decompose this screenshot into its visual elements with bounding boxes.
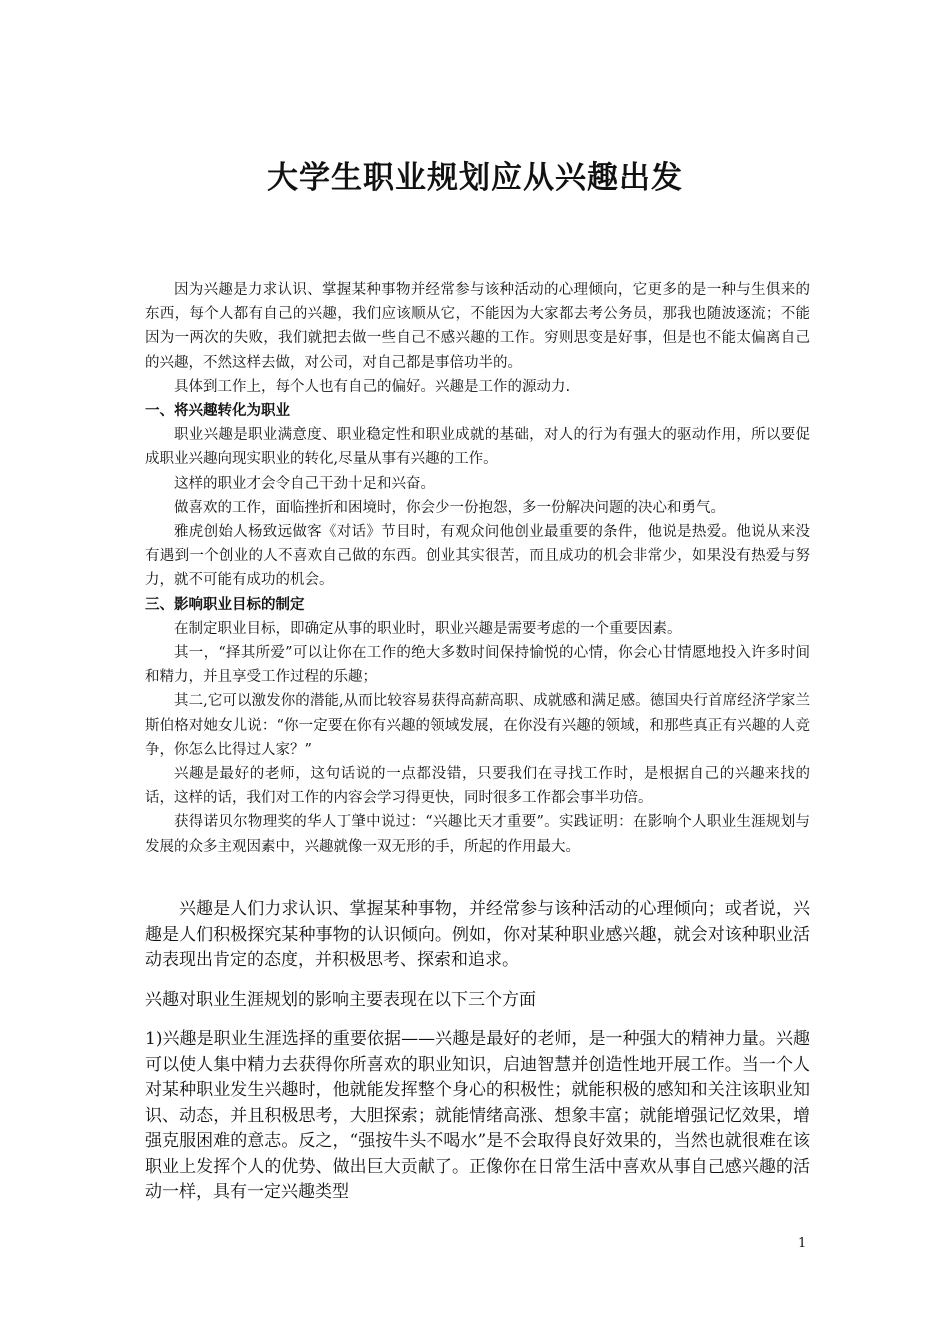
paragraph: 获得诺贝尔物理奖的华人丁肇中说过：“兴趣比天才重要”。实践证明：在影响个人职业生涯规划与发展的众多主观因素中，兴趣就像一双无形的手，所起的作用最大。 bbox=[145, 814, 810, 855]
paragraph: 这样的职业才会令自己干劲十足和兴奋。 bbox=[174, 475, 435, 492]
paragraph: 其一，“择其所爱”可以让你在工作的绝大多数时间保持愉悦的心情，你会心甘情愿地投入许多时间和精力，并且享受工作过程的乐趣； bbox=[145, 645, 810, 686]
paragraph: 雅虎创始人杨致远做客《对话》节目时，有观众问他创业最重要的条件，他说是热爱。他说从来没有遇到一个创业的人不喜欢自己做的东西。创业其实很苦，而且成功的机会非常少，如果没有热爱与努力，就不可能有成功的机会。 bbox=[145, 524, 810, 589]
body-section-small bbox=[145, 278, 810, 859]
page-number: 1 bbox=[798, 1236, 807, 1251]
paragraph: 在制定职业目标，即确定从事的职业时，职业兴趣是需要考虑的一个重要因素。 bbox=[174, 620, 682, 637]
paragraph: 1)兴趣是职业生涯选择的重要依据——兴趣是最好的老师，是一种强大的精神力量。兴趣可以使人集中精力去获得你所喜欢的职业知识，启迪智慧并创造性地开展工作。当一个人对某种职业发生兴趣时，他就能发挥整个身心的积极性；就能积极的感知和关注该职业知识、动态，并且积极思考，大胆探索；就能情绪高涨、想象丰富；就能增强记忆效果，增强克服困难的意志。反之，“强按牛头不喝水”是不会取得良好效果的，当然也就很难在该职业上发挥个人的优势、做出巨大贡献了。正像你在日常生活中喜欢从事自己感兴趣的活动一样，具有一定兴趣类型 bbox=[145, 1029, 810, 1202]
paragraph: 兴趣是人们力求认识、掌握某种事物，并经常参与该种活动的心理倾向；或者说，兴趣是人们积极探究某种事物的认识倾向。例如，你对某种职业感兴趣，就会对该种职业活动表现出肯定的态度，并积极思考、探索和追求。 bbox=[145, 899, 810, 970]
paragraph: 兴趣对职业生涯规划的影响主要表现在以下三个方面 bbox=[145, 989, 536, 1010]
body-section-large bbox=[145, 897, 810, 1220]
paragraph: 做喜欢的工作，面临挫折和困境时，你会少一份抱怨，多一份解决问题的决心和勇气。 bbox=[174, 499, 725, 516]
paragraph: 兴趣是最好的老师，这句话说的一点都没错，只要我们在寻找工作时，是根据自己的兴趣来找的话，这样的话，我们对工作的内容会学习得更快，同时很多工作都会事半功倍。 bbox=[145, 766, 810, 807]
document-title: 大学生职业规划应从兴趣出发 bbox=[267, 160, 683, 196]
paragraph: 职业兴趣是职业满意度、职业稳定性和职业成就的基础，对人的行为有强大的驱动作用，所以要促成职业兴趣向现实职业的转化,尽量从事有兴趣的工作。 bbox=[145, 427, 810, 468]
paragraph: 具体到工作上，每个人也有自己的偏好。兴趣是工作的源动力. bbox=[174, 378, 571, 395]
paragraph: 因为兴趣是力求认识、掌握某种事物并经常参与该种活动的心理倾向，它更多的是一种与生俱来的东西，每个人都有自己的兴趣，我们应该顺从它，不能因为大家都去考公务员，那我也随波逐流；不能因为一两次的失败，我们就把去做一些自己不感兴趣的工作。穷则思变是好事，但是也不能太偏离自己的兴趣，不然这样去做，对公司，对自己都是事倍功半的。 bbox=[145, 282, 810, 371]
section-heading: 一、将兴趣转化为职业 bbox=[145, 403, 290, 420]
section-heading: 三、影响职业目标的制定 bbox=[145, 596, 305, 613]
paragraph: 其二,它可以激发你的潜能,从而比较容易获得高薪高职、成就感和满足感。德国央行首席经济学家兰斯伯格对她女儿说：“你一定要在你有兴趣的领域发展，在你没有兴趣的领域，和那些真正有兴趣的人竞争，你怎么比得过人家？” bbox=[145, 693, 810, 758]
